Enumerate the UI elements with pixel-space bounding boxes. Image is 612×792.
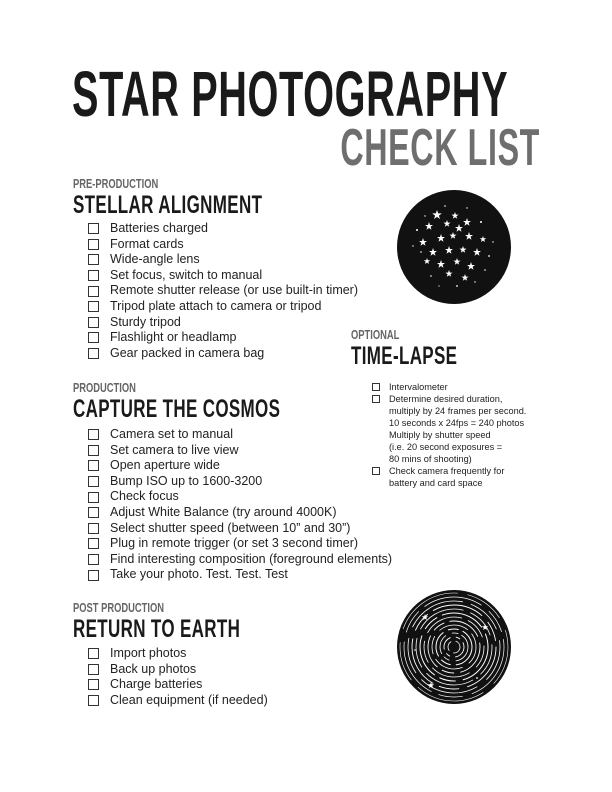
pre-production-checklist xyxy=(88,221,358,361)
time-lapse-heading: TIME-LAPSE xyxy=(351,342,458,370)
checkbox[interactable] xyxy=(88,648,99,659)
production-checklist-item[interactable] xyxy=(88,427,392,443)
checkbox[interactable] xyxy=(88,254,99,265)
capture-the-cosmos-heading: CAPTURE THE COSMOS xyxy=(73,395,281,423)
checklist-item-label: Check focus xyxy=(110,489,179,504)
checkbox[interactable] xyxy=(88,554,99,565)
post-production-checklist xyxy=(88,646,268,708)
checkbox[interactable] xyxy=(88,460,99,471)
checklist-item-label: Clean equipment (if needed) xyxy=(110,692,268,707)
optional-checklist-item[interactable] xyxy=(372,465,552,489)
checkbox[interactable] xyxy=(88,301,99,312)
checklist-item-label: Intervalometer xyxy=(389,382,448,392)
checklist-item-label: Sturdy tripod xyxy=(110,314,181,329)
checklist-item-label: Camera set to manual xyxy=(110,427,233,441)
checklist-item-label: Batteries charged xyxy=(110,221,208,235)
page-title: STAR PHOTOGRAPHY xyxy=(72,58,509,130)
post-production-eyebrow: POST PRODUCTION xyxy=(73,600,165,615)
production-checklist-item[interactable] xyxy=(88,489,392,505)
post-checklist-item[interactable] xyxy=(88,693,268,709)
return-to-earth-heading: RETURN TO EARTH xyxy=(73,615,241,643)
production-checklist-item[interactable] xyxy=(88,552,392,568)
checkbox[interactable] xyxy=(88,270,99,281)
checklist-item-label: Flashlight or headlamp xyxy=(110,330,237,345)
pre-checklist-item[interactable] xyxy=(88,299,358,315)
checklist-item-label: Set camera to live view xyxy=(110,442,239,457)
checklist-item-label: Check camera frequently for battery and card space xyxy=(389,466,505,488)
production-checklist-item[interactable] xyxy=(88,521,392,537)
checkbox[interactable] xyxy=(88,492,99,503)
checklist-item-label: Tripod plate attach to camera or tripod xyxy=(110,298,322,313)
checkbox[interactable] xyxy=(88,332,99,343)
checkbox[interactable] xyxy=(372,467,380,475)
production-checklist-item[interactable] xyxy=(88,505,392,521)
checkbox[interactable] xyxy=(372,383,380,391)
pre-checklist-item[interactable] xyxy=(88,346,358,362)
pre-checklist-item[interactable] xyxy=(88,252,358,268)
checklist-item-label: Adjust White Balance (try around 4000K) xyxy=(110,504,337,519)
checkbox[interactable] xyxy=(88,679,99,690)
checklist-item-label: Wide-angle lens xyxy=(110,252,200,267)
optional-checklist-item[interactable] xyxy=(372,393,552,465)
production-checklist-item[interactable] xyxy=(88,567,392,583)
checklist-item-label: Bump ISO up to 1600-3200 xyxy=(110,473,263,488)
checkbox[interactable] xyxy=(88,429,99,440)
checklist-item-label: Plug in remote trigger (or set 3 second timer) xyxy=(110,536,359,551)
checklist-item-label: Gear packed in camera bag xyxy=(110,345,265,360)
production-eyebrow: PRODUCTION xyxy=(73,380,136,395)
checklist-item-label: Back up photos xyxy=(110,661,197,676)
checklist-item-label: Format cards xyxy=(110,236,184,251)
checklist-item-label: Charge batteries xyxy=(110,677,203,692)
pre-checklist-item[interactable] xyxy=(88,268,358,284)
page-subtitle xyxy=(218,119,540,177)
pre-checklist-item[interactable] xyxy=(88,221,358,237)
time-lapse-checklist xyxy=(372,381,552,489)
checkbox[interactable] xyxy=(88,239,99,250)
pre-checklist-item[interactable] xyxy=(88,283,358,299)
pre-checklist-item[interactable] xyxy=(88,315,358,331)
checklist-item-label: Set focus, switch to manual xyxy=(110,267,263,282)
post-checklist-item[interactable] xyxy=(88,662,268,678)
post-checklist-item[interactable] xyxy=(88,646,268,662)
checkbox[interactable] xyxy=(88,570,99,581)
checkbox[interactable] xyxy=(372,395,380,403)
production-checklist-item[interactable] xyxy=(88,536,392,552)
stellar-alignment-heading: STELLAR ALIGNMENT xyxy=(73,191,263,219)
pre-production-eyebrow: PRE-PRODUCTION xyxy=(73,176,159,191)
checkbox[interactable] xyxy=(88,223,99,234)
production-checklist-item[interactable] xyxy=(88,443,392,459)
checkbox[interactable] xyxy=(88,664,99,675)
optional-eyebrow: OPTIONAL xyxy=(351,327,400,342)
checkbox[interactable] xyxy=(88,523,99,534)
checklist-item-label: Import photos xyxy=(110,646,187,660)
checklist-item-label: Find interesting composition (foreground elements) xyxy=(110,551,393,566)
star-trails-icon xyxy=(397,590,511,704)
checklist-item-label: Select shutter speed (between 10” and 30”) xyxy=(110,520,351,535)
production-checklist-item[interactable] xyxy=(88,458,392,474)
checklist-item-label: Take your photo. Test. Test. Test xyxy=(110,567,288,582)
checklist-item-label: Remote shutter release (or use built-in timer) xyxy=(110,283,359,298)
checklist-item-label: Determine desired duration, multiply by 24 frames per second. 10 seconds x 24fps = 240 photos Multiply by shutter speed (i.e. 20 second exposures = 80 mins of shooting) xyxy=(389,394,527,464)
checkbox[interactable] xyxy=(88,317,99,328)
pre-checklist-item[interactable] xyxy=(88,237,358,253)
page-subtitle-text: CHECK LIST xyxy=(340,119,540,177)
production-checklist-item[interactable] xyxy=(88,474,392,490)
checkbox[interactable] xyxy=(88,348,99,359)
optional-checklist-item[interactable] xyxy=(372,381,552,393)
checkbox[interactable] xyxy=(88,507,99,518)
pre-checklist-item[interactable] xyxy=(88,330,358,346)
post-checklist-item[interactable] xyxy=(88,677,268,693)
production-checklist xyxy=(88,427,392,583)
checklist-item-label: Open aperture wide xyxy=(110,458,220,473)
checkbox[interactable] xyxy=(88,445,99,456)
checkbox[interactable] xyxy=(88,476,99,487)
checkbox[interactable] xyxy=(88,538,99,549)
star-field-icon xyxy=(397,190,511,304)
checkbox[interactable] xyxy=(88,695,99,706)
checkbox[interactable] xyxy=(88,286,99,297)
